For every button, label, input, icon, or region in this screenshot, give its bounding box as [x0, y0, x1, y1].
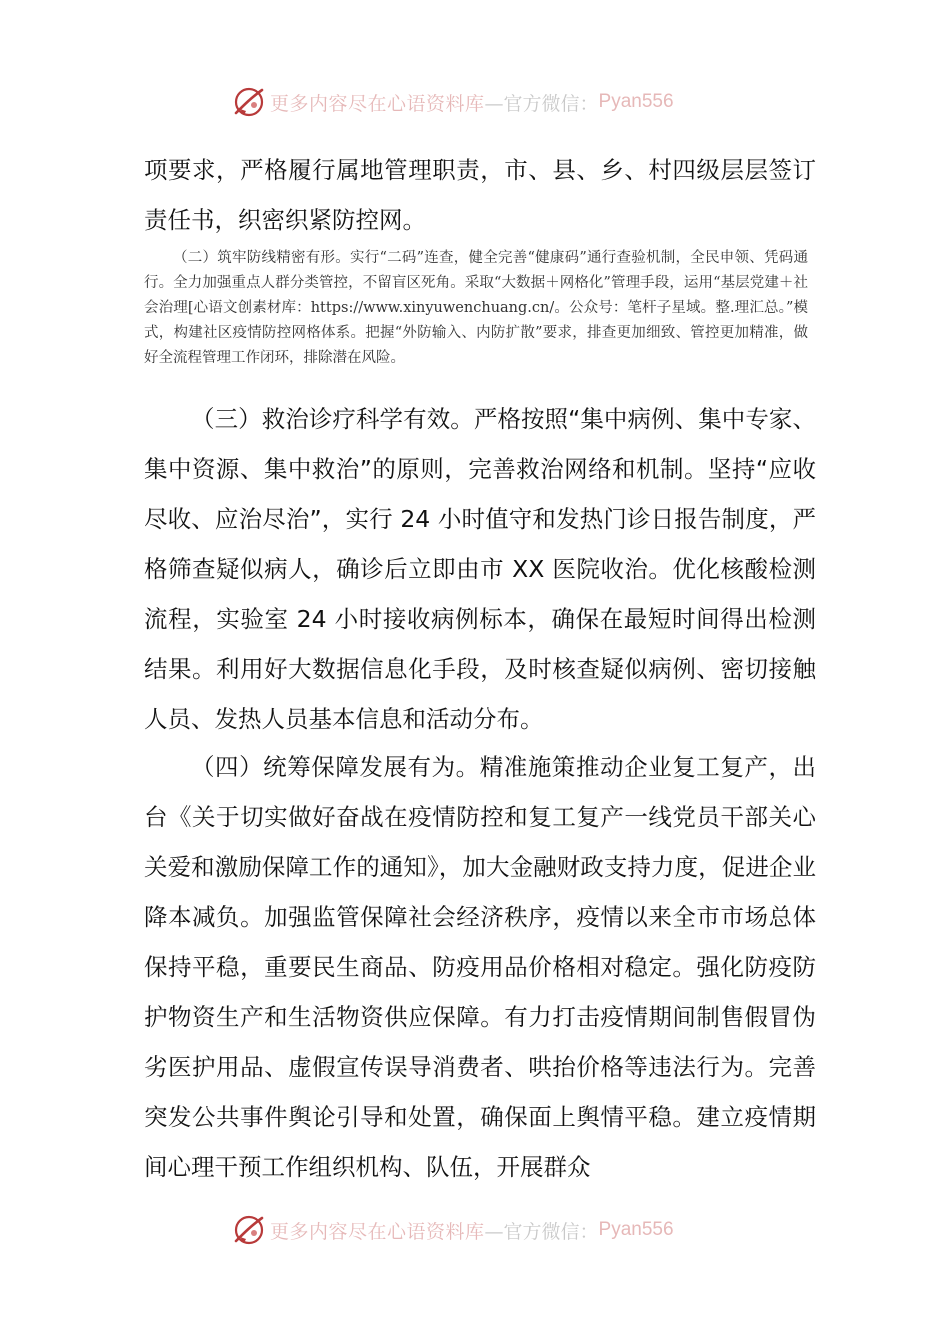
header-banner-wechat-id: Pyan556	[598, 91, 674, 112]
header-banner-text: 更多内容尽在心语资料库	[270, 92, 485, 115]
paragraph-continued: 项要求，严格履行属地管理职责，市、县、乡、村四级层层签订责任书，织密织紧防控网。	[144, 156, 816, 234]
pen-circle-logo-icon	[232, 85, 266, 119]
footer-banner-wechat-label: —官方微信：	[484, 1220, 599, 1243]
header-banner	[232, 82, 752, 122]
footer-banner-text: 更多内容尽在心语资料库	[270, 1220, 485, 1243]
header-banner-wechat-label: —官方微信：	[484, 92, 599, 115]
footer-banner-wechat-id: Pyan556	[598, 1219, 674, 1240]
paragraph-section-2: （二）筑牢防线精密有形。实行“二码”连查，健全完善“健康码”通行查验机制，全民申领、凭码通行。全力加强重点人群分类管控，不留盲区死角。采取“大数据＋网格化”管理手段，运用“基层党建＋社会治理[心语文创素材库：https://www.xinyuwenchuang.cn/。公众号：笔杆子星域。整.理汇总。”模式，构建社区疫情防控网格体系。把握“外防输入、内防扩散”要求，排查更加细致、管控更加精准，做好全流程管理工作闭环，排除潜在风险。	[144, 250, 808, 366]
pen-circle-logo-icon	[232, 1213, 266, 1247]
footer-banner	[232, 1210, 752, 1250]
paragraph-section-3: （三）救治诊疗科学有效。严格按照“集中病例、集中专家、集中资源、集中救治”的原则，完善救治网络和机制。坚持“应收尽收、应治尽治”，实行 24 小时值守和发热门诊日报告制度，严格筛查疑似病人，确诊后立即由市 XX 医院收治。优化核酸检测流程，实验室 24 小时接收病例标本，确保在最短时间得出检测结果。利用好大数据信息化手段，及时核查疑似病例、密切接触人员、发热人员基本信息和活动分布。	[144, 405, 816, 733]
paragraph-section-4: （四）统筹保障发展有为。精准施策推动企业复工复产，出台《关于切实做好奋战在疫情防控和复工复产一线党员干部关心关爱和激励保障工作的通知》，加大金融财政支持力度，促进企业降本减负。加强监管保障社会经济秩序，疫情以来全市市场总体保持平稳，重要民生商品、防疫用品价格相对稳定。强化防疫防护物资生产和生活物资供应保障。有力打击疫情期间制售假冒伪劣医护用品、虚假宣传误导消费者、哄抬价格等违法行为。完善突发公共事件舆论引导和处置，确保面上舆情平稳。建立疫情期间心理干预工作组织机构、队伍，开展群众	[144, 753, 816, 1181]
